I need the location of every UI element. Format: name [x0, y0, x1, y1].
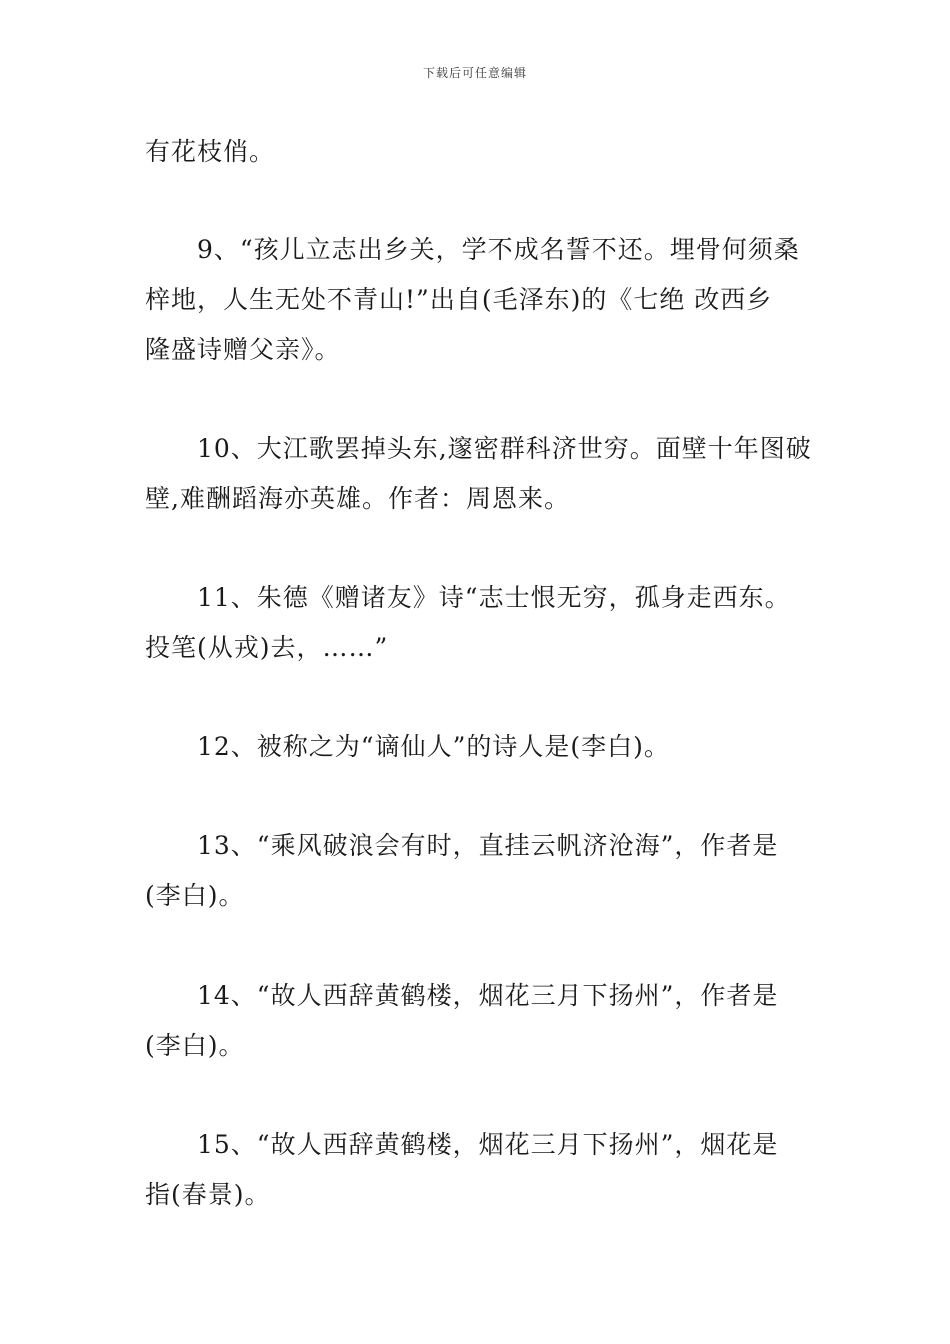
- text-line: 15、“故人西辞黄鹤楼，烟花三月下扬州”，烟花是: [197, 1130, 779, 1159]
- text-line: 11、朱德《赠诸友》诗“志士恨无穷，孤身走西东。: [197, 583, 791, 612]
- text-line: 10、大江歌罢掉头东,邃密群科济世穷。面壁十年图破: [197, 434, 812, 463]
- text-line: 14、“故人西辞黄鹤楼，烟花三月下扬州”，作者是: [197, 981, 779, 1010]
- text-line: 12、被称之为“谪仙人”的诗人是(李白)。: [197, 732, 670, 761]
- text-line: 指(春景)。: [145, 1180, 271, 1209]
- text-line: 有花枝俏。: [145, 137, 276, 166]
- text-line: 投笔(从戎)去，……”: [145, 633, 389, 662]
- text-line: 梓地，人生无处不青山!”出自(毛泽东)的《七绝 改西乡: [145, 285, 773, 314]
- text-line: (李白)。: [145, 881, 245, 910]
- text-line: 9、“孩儿立志出乡关，学不成名誓不还。埋骨何须桑: [197, 235, 800, 264]
- text-line: 13、“乘风破浪会有时，直挂云帆济沧海”，作者是: [197, 831, 779, 860]
- text-line: 壁,难酬蹈海亦英雄。作者：周恩来。: [145, 484, 570, 513]
- page-header-note: 下载后可任意编辑: [422, 66, 527, 80]
- text-line: 隆盛诗赠父亲》。: [145, 335, 341, 364]
- text-line: (李白)。: [145, 1031, 245, 1060]
